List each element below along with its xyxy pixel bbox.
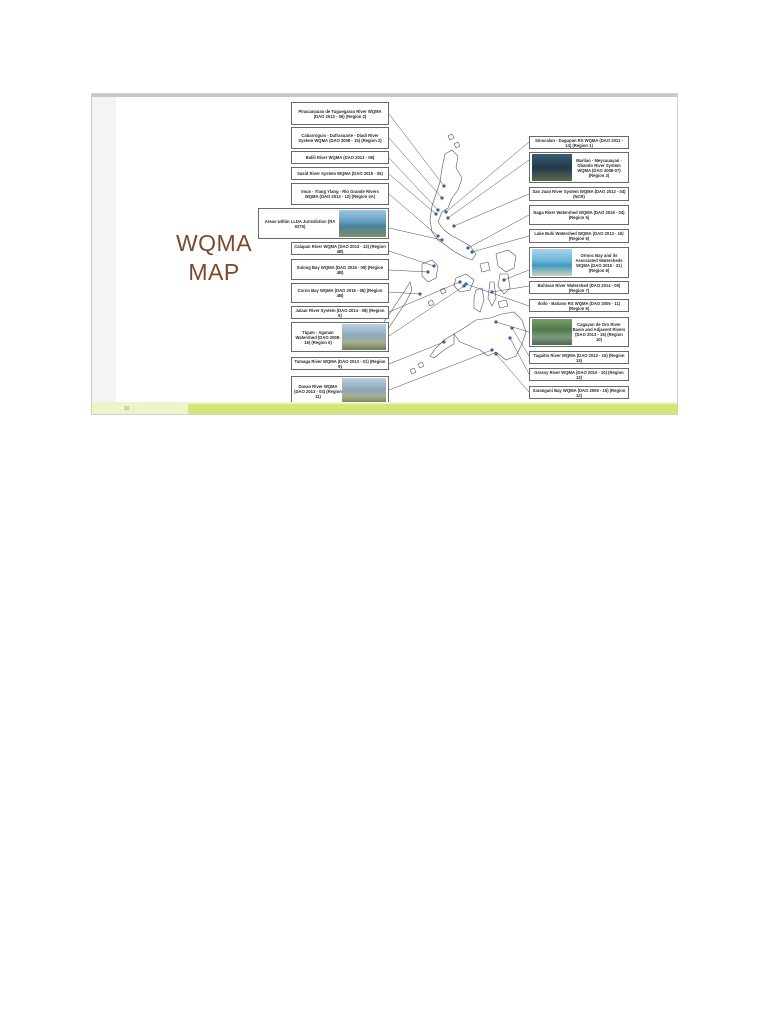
- label-pinacanauan: Pinacanauan de Tuguegarao River WQMA (DAO 2013 - 06) (Region 2): [291, 102, 389, 125]
- marilao-photo: [532, 154, 572, 181]
- title-line-2: MAP: [188, 259, 240, 285]
- label-llda: Areas within LLDA Jurisdiction (RA 9275): [258, 208, 389, 239]
- map-pin-dot-icons: [418, 184, 513, 355]
- label-imus-rio-grande: Imus - Ylang Ylang - Rio Grande Rivers WQMA (DAO 2013 - 12) (Region 4A): [291, 183, 389, 205]
- label-tigum-aganan: Tigum - Aganan Watershed (DAO 2008-16) (Region 6): [291, 322, 389, 352]
- label-davao: Davao River WQMA (DAO 2013 - 04) (Region 11): [291, 376, 389, 406]
- label-ormoc-bay: Ormoc Bay and its Associated Watersheds WQMA (DAO 2015 - 31) (Region 8): [529, 247, 629, 278]
- label-calapan: Calapan River WQMA (DAO 2013 - 13) (Region 4B): [291, 242, 389, 255]
- tigum-photo: [342, 324, 386, 350]
- davao-photo: [342, 378, 386, 404]
- label-tumaga: Tumaga River WQMA (DAO 2013 - 01) (Region 9): [291, 357, 389, 370]
- label-jalaur: Jalaur River System (DAO 2014 - 08) (Region 6): [291, 306, 389, 319]
- label-balili: Balili River WQMA (DAO 2013 - 08): [291, 151, 389, 164]
- label-buhisan: Buhisan River Watershed (DAO 2014 - 05) (Region 7): [529, 281, 629, 294]
- label-cabarroguis-diadi: Cabarroguis - Dafrasuarte - Diadi River System WQMA (DAO 2008 - 15) (Region 2): [291, 127, 389, 149]
- ormoc-photo: [532, 249, 572, 276]
- label-sasid: Sasid River System WQMA (DAO 2015 - 05): [291, 167, 389, 180]
- label-cagayan-de-oro: Cagayan de Oro River Basin and Adjacent Rivers (DAO 2013 - 16) (Region 10): [529, 317, 629, 347]
- label-coron-bay: Coron Bay WQMA (DAO 2016 - 06) (Region 4B): [291, 283, 389, 303]
- llda-photo: [339, 210, 386, 237]
- label-sinocalan-dagupan: Sinocalan - Dagupan RS WQMA (DAO 2011 - 14) (Region 1): [529, 136, 629, 149]
- leader-lines: [389, 114, 529, 392]
- label-lake-buhi: Lake Buhi Watershed WQMA (DAO 2013 - 16) (Region 5): [529, 229, 629, 243]
- presentation-slide: [91, 93, 678, 415]
- philippines-outline-icon: [370, 134, 526, 374]
- label-tagaitio: Tagaitio River WQMA (DAO 2012 - 15) (Region 13): [529, 351, 629, 364]
- label-sarangani-bay: Sarangani Bay WQMA (DAO 2009 - 15) (Region 12): [529, 386, 629, 399]
- label-sulong-bay: Sulong Bay WQMA (DAO 2016 - 09) (Region 4B): [291, 259, 389, 280]
- label-san-juan: San Juan River System WQMA (DAO 2012 - 04) (NCR): [529, 187, 629, 201]
- title-line-1: WQMA: [175, 230, 253, 256]
- label-grassy: Grassy River WQMA (DAO 2010 - 10) (Region 13): [529, 368, 629, 381]
- slide-page-number: 10: [124, 406, 130, 412]
- slide-footer-accent: [188, 404, 677, 414]
- cagayan-photo: [532, 319, 572, 345]
- label-marilao-meycauayan: Marilao - Meycauayan - Obando River System WQMA (DAO 2008-07) (Region 3): [529, 152, 629, 183]
- label-naga: Naga River Watershed WQMA (DAO 2016 - 04) (Region 5): [529, 205, 629, 225]
- label-iloilo-batiano: Iloilo - Batiano RS WQMA (DAO 2006 - 11) (Region 6): [529, 299, 629, 312]
